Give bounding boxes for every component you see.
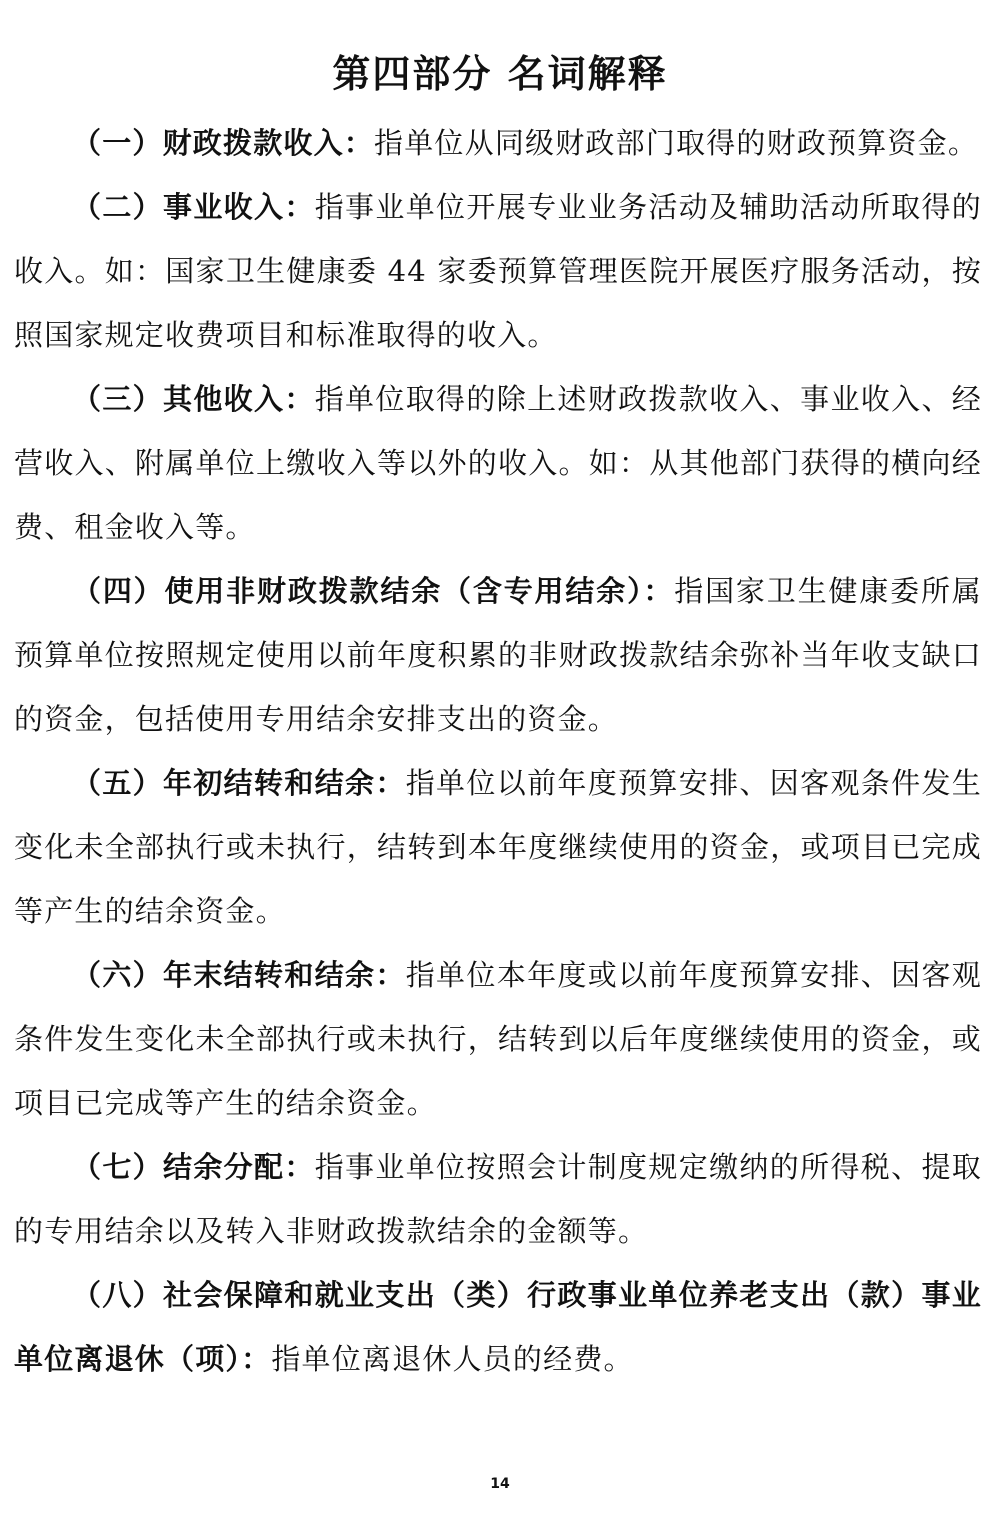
definitions-list — [14, 111, 982, 1391]
definition-term: （二）事业收入： — [72, 190, 315, 224]
definition-term: （五）年初结转和结余： — [72, 766, 406, 800]
definition-paragraph — [14, 943, 982, 1135]
definition-paragraph — [14, 1263, 982, 1391]
definition-text: 指国家卫生健康委所属预算单位按照规定使用以前年度积累的非财政拨款结余弥补当年收支缺口的资金，包括使用专用结余安排支出的资金。 — [14, 574, 982, 736]
definition-term: （六）年末结转和结余： — [72, 958, 406, 992]
definition-paragraph — [14, 559, 982, 751]
page-number: 14 — [490, 1476, 510, 1492]
definition-term: （四）使用非财政拨款结余（含专用结余）： — [72, 574, 675, 608]
definition-text: 指事业单位按照会计制度规定缴纳的所得税、提取的专用结余以及转入非财政拨款结余的金额等。 — [14, 1150, 982, 1248]
definition-term: （一）财政拨款收入： — [72, 126, 375, 160]
definition-text: 指单位本年度或以前年度预算安排、因客观条件发生变化未全部执行或未执行，结转到以后年度继续使用的资金，或项目已完成等产生的结余资金。 — [14, 958, 982, 1120]
definition-term: （七）结余分配： — [72, 1150, 315, 1184]
definition-text: 指单位离退休人员的经费。 — [271, 1342, 634, 1376]
definition-text: 指单位从同级财政部门取得的财政预算资金。 — [374, 126, 979, 160]
definition-paragraph — [14, 111, 982, 175]
definition-text: 指事业单位开展专业业务活动及辅助活动所取得的收入。如：国家卫生健康委 44 家委预算管理医院开展医疗服务活动，按照国家规定收费项目和标准取得的收入。 — [14, 190, 982, 352]
definition-paragraph — [14, 367, 982, 559]
definition-text: 指单位以前年度预算安排、因客观条件发生变化未全部执行或未执行，结转到本年度继续使用的资金，或项目已完成等产生的结余资金。 — [14, 766, 982, 928]
definition-term: （三）其他收入： — [72, 382, 315, 416]
definition-paragraph — [14, 751, 982, 943]
definition-paragraph — [14, 175, 982, 367]
definition-text: 指单位取得的除上述财政拨款收入、事业收入、经营收入、附属单位上缴收入等以外的收入。如：从其他部门获得的横向经费、租金收入等。 — [14, 382, 982, 544]
definition-paragraph — [14, 1135, 982, 1263]
page-title: 第四部分 名词解释 — [332, 52, 668, 96]
definition-term: （八）社会保障和就业支出（类）行政事业单位养老支出（款）事业单位离退休（项）： — [14, 1278, 982, 1376]
